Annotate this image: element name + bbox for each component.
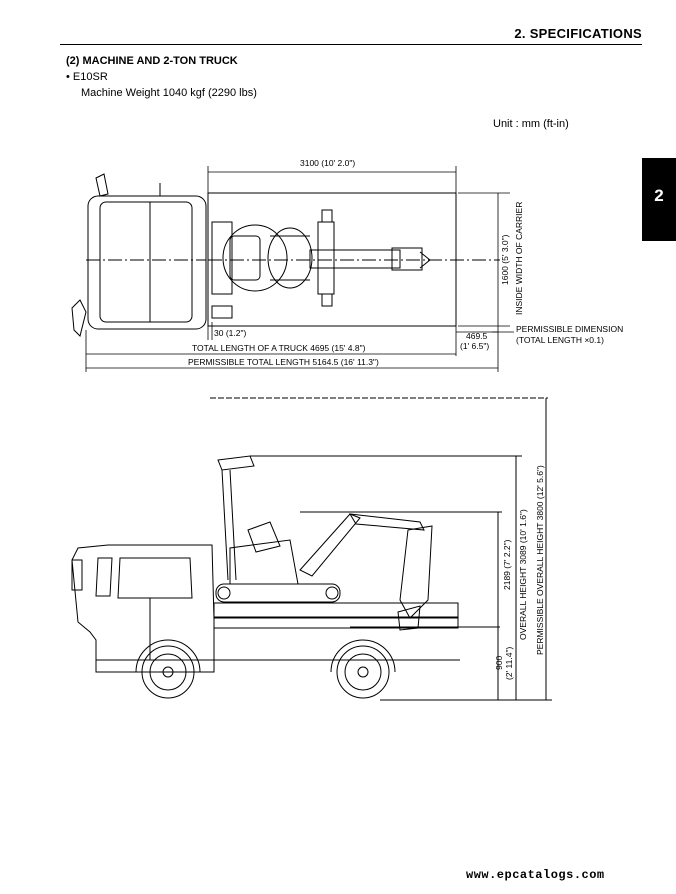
permissible-dimension-line1: PERMISSIBLE DIMENSION [516,324,624,334]
track-left [212,222,232,294]
truck-cab-side [72,545,214,672]
top-view-drawing [0,150,640,375]
deck-height-value: 900 [494,655,504,670]
overhang-value: 469.5 [466,331,488,341]
upper-body [230,540,298,584]
track-right [318,222,334,294]
boom [300,514,360,576]
inside-width-label: INSIDE WIDTH OF CARRIER [514,201,524,315]
engine-cover [268,228,312,288]
chapter-tab[interactable]: 2 [642,158,676,241]
footer-watermark: www.epcatalogs.com [466,868,605,882]
truck-cab-top [88,196,206,329]
overall-height-label: OVERALL HEIGHT 3089 (10' 1.6") [518,509,528,640]
arm [350,514,424,530]
bucket-top [392,248,422,270]
offset-label: 30 (1.2") [214,328,247,338]
carrier-deck [214,603,458,617]
machine-weight: Machine Weight 1040 kgf (2290 lbs) [81,87,257,99]
machine-height-label: 2189 (7' 2.2") [502,539,512,590]
permissible-length-label: PERMISSIBLE TOTAL LENGTH 5164.5 (16' 11.3") [188,357,379,367]
page-header-title: 2. SPECIFICATIONS [514,26,642,41]
header-rule [60,44,642,45]
mirror-top [96,174,108,196]
bucket-arm [400,526,432,618]
section-heading: (2) MACHINE AND 2-TON TRUCK [66,55,238,67]
unit-note: Unit : mm (ft-in) [493,118,569,130]
side-view-drawing [0,390,640,710]
canopy-roof [218,456,254,470]
overhang-imperial: (1' 6.5") [460,341,490,351]
carrier-length-label: 3100 (10' 2.0") [300,158,356,168]
model-bullet: • E10SR [66,71,108,83]
seat [230,236,260,280]
inside-width-value: 1600 (5' 3.0") [500,234,510,285]
upper-structure [223,225,287,291]
arm-top [310,250,400,268]
mirror-bottom [72,300,86,336]
crawler-track [216,584,340,602]
cab-window [118,558,192,598]
operator-seat [248,522,280,552]
permissible-dimension-line2: (TOTAL LENGTH ×0.1) [516,335,604,345]
deck-height-imperial: (2' 11.4") [504,646,514,680]
permissible-height-label: PERMISSIBLE OVERALL HEIGHT 3800 (12' 5.6") [535,465,545,655]
truck-length-label: TOTAL LENGTH OF A TRUCK 4695 (15' 4.8") [192,343,366,353]
